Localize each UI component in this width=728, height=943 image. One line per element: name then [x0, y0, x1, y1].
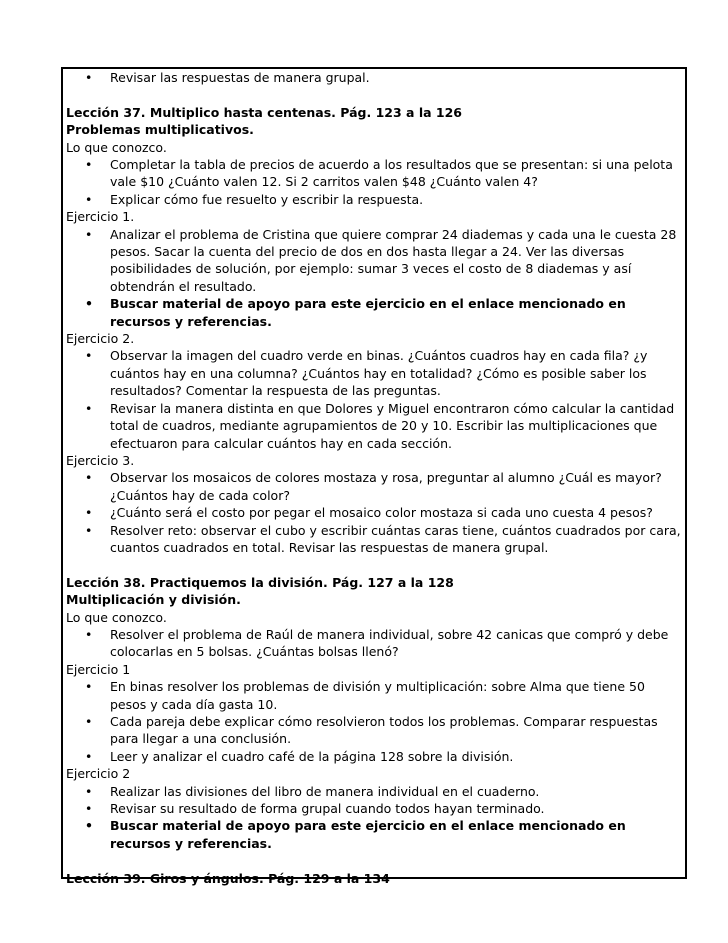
- list-item: [66, 522, 686, 557]
- heading-multiplicacion-y-division: Multiplicación y división.: [66, 592, 241, 608]
- list-item-text: Buscar material de apoyo para este ejercicio en el enlace mencionado en: [110, 296, 626, 312]
- label-ejercicio-1: Ejercicio 1.: [66, 209, 135, 225]
- heading-leccion-38-practiquemos-la-division-pag-: Lección 38. Practiquemos la división. Pág. 127 a la 128: [66, 574, 454, 590]
- heading-leccion-37-multiplico-hasta-centenas-pag: Lección 37. Multiplico hasta centenas. Pág. 123 a la 126: [66, 104, 462, 120]
- list-item: [66, 713, 686, 748]
- list-item-text: Observar los mosaicos de colores mostaza y rosa, preguntar al alumno ¿Cuál es mayor?: [110, 470, 662, 486]
- list-item-text: para llegar a una conclusión.: [110, 731, 292, 747]
- bullet-list: [66, 469, 686, 556]
- list-item-text: Explicar cómo fue resuelto y escribir la respuesta.: [110, 191, 424, 207]
- list-item-text: Observar la imagen del cuadro verde en binas. ¿Cuántos cuadros hay en cada fila? ¿y: [110, 348, 648, 364]
- list-item-text: Leer y analizar el cuadro café de la página 128 sobre la división.: [110, 748, 514, 764]
- bullet-icon: •: [85, 157, 93, 173]
- list-item: [66, 156, 686, 191]
- bullet-list: [66, 626, 686, 661]
- list-item-text: posibilidades de solución, por ejemplo: sumar 3 veces el costo de 8 diademas y así: [110, 261, 632, 277]
- blank-line: [66, 852, 686, 869]
- bullet-icon: •: [85, 748, 93, 764]
- bullet-icon: •: [85, 470, 93, 486]
- list-item-text: obtendrán el resultado.: [110, 278, 257, 294]
- heading-leccion-39-giros-y-angulos-pag-129-a-la-: Lección 39. Giros y ángulos. Pág. 129 a la 134: [66, 870, 390, 886]
- list-item-text: Revisar su resultado de forma grupal cuando todos hayan terminado.: [110, 801, 545, 817]
- label-lo-que-conozco: Lo que conozco.: [66, 609, 167, 625]
- list-item: [66, 191, 686, 208]
- bullet-icon: •: [85, 783, 93, 799]
- bullet-icon: •: [85, 70, 93, 85]
- document-content: [66, 69, 686, 887]
- list-item-text: Completar la tabla de precios de acuerdo a los resultados que se presentan: si una pelota: [110, 157, 673, 173]
- label-ejercicio-2: Ejercicio 2.: [66, 331, 135, 347]
- list-item-text: pesos. Sacar la cuenta del precio de dos en dos hasta llegar a 24. Ver las diversas: [110, 244, 625, 260]
- list-item-text: colocarlas en 5 bolsas. ¿Cuántas bolsas llenó?: [110, 644, 399, 660]
- list-item: [66, 783, 686, 800]
- list-item-text: En binas resolver los problemas de división y multiplicación: sobre Alma que tiene 50: [110, 679, 645, 695]
- list-item: [66, 400, 686, 452]
- list-item-text: recursos y referencias.: [110, 313, 272, 329]
- blank-line: [66, 86, 686, 103]
- list-item-text: efectuaron para calcular cuántos hay en cada sección.: [110, 435, 452, 451]
- list-item: [66, 678, 686, 713]
- list-item-text: cuántos hay en una columna? ¿Cuántos hay en totalidad? ¿Cómo es posible saber los: [110, 365, 647, 381]
- list-item: [66, 226, 686, 296]
- bullet-icon: •: [85, 679, 93, 695]
- list-item-text: total de cuadros, mediante agrupamientos de 20 y 10. Escribir las multiplicaciones que: [110, 418, 658, 434]
- bullet-list: [66, 226, 686, 330]
- list-item-text: ¿Cuánto será el costo por pegar el mosaico color mostaza si cada uno cuesta 4 pesos?: [110, 505, 653, 521]
- bullet-icon: •: [85, 226, 93, 242]
- bullet-icon: •: [85, 348, 93, 364]
- bullet-icon: •: [85, 801, 93, 817]
- list-item-text: Cada pareja debe explicar cómo resolvieron todos los problemas. Comparar respuestas: [110, 714, 658, 729]
- list-item-text: Realizar las divisiones del libro de manera individual en el cuaderno.: [110, 783, 540, 799]
- bullet-list: [66, 678, 686, 765]
- list-item-text: cuantos cuadrados en total. Revisar las respuestas de manera grupal.: [110, 539, 549, 555]
- list-item: [66, 469, 686, 504]
- list-item-text: vale $10 ¿Cuánto valen 12. Si 2 carritos valen $48 ¿Cuánto valen 4?: [110, 174, 538, 190]
- bullet-icon: •: [85, 522, 93, 538]
- list-item: [66, 748, 686, 765]
- list-item-text: Revisar las respuestas de manera grupal.: [110, 70, 370, 85]
- list-item: [66, 817, 686, 852]
- bullet-icon: •: [85, 191, 93, 207]
- label-lo-que-conozco: Lo que conozco.: [66, 139, 167, 155]
- list-item-text: Resolver el problema de Raúl de manera individual, sobre 42 canicas que compró y debe: [110, 626, 669, 642]
- label-ejercicio-3: Ejercicio 3.: [66, 452, 135, 468]
- bullet-list: [66, 156, 686, 208]
- bullet-icon: •: [85, 626, 93, 642]
- list-item: [66, 626, 686, 661]
- list-item-text: resultados? Comentar la respuesta de las preguntas.: [110, 383, 441, 399]
- blank-line: [66, 556, 686, 573]
- list-item-text: Buscar material de apoyo para este ejercicio en el enlace mencionado en: [110, 818, 626, 834]
- list-item: [66, 504, 686, 521]
- list-item-text: Resolver reto: observar el cubo y escribir cuántas caras tiene, cuántos cuadrados por cara,: [110, 522, 681, 538]
- list-item-text: ¿Cuántos hay de cada color?: [110, 487, 290, 503]
- bullet-icon: •: [85, 296, 93, 312]
- bullet-icon: •: [85, 818, 93, 834]
- bullet-list: [66, 69, 686, 86]
- list-item-text: Revisar la manera distinta en que Dolores y Miguel encontraron cómo calcular la cantidad: [110, 400, 675, 416]
- bullet-icon: •: [85, 505, 93, 521]
- list-item: [66, 295, 686, 330]
- list-item-text: recursos y referencias.: [110, 835, 272, 851]
- bullet-list: [66, 783, 686, 853]
- bullet-icon: •: [85, 714, 93, 729]
- list-item: [66, 800, 686, 817]
- list-item: [66, 347, 686, 399]
- bullet-list: [66, 347, 686, 451]
- label-ejercicio-2: Ejercicio 2: [66, 766, 131, 782]
- list-item: [66, 69, 686, 86]
- list-item-text: Analizar el problema de Cristina que quiere comprar 24 diademas y cada una le cuesta 28: [110, 226, 677, 242]
- label-ejercicio-1: Ejercicio 1: [66, 661, 131, 677]
- list-item-text: pesos y cada día gasta 10.: [110, 696, 278, 712]
- heading-problemas-multiplicativos: Problemas multiplicativos.: [66, 122, 254, 138]
- bullet-icon: •: [85, 400, 93, 416]
